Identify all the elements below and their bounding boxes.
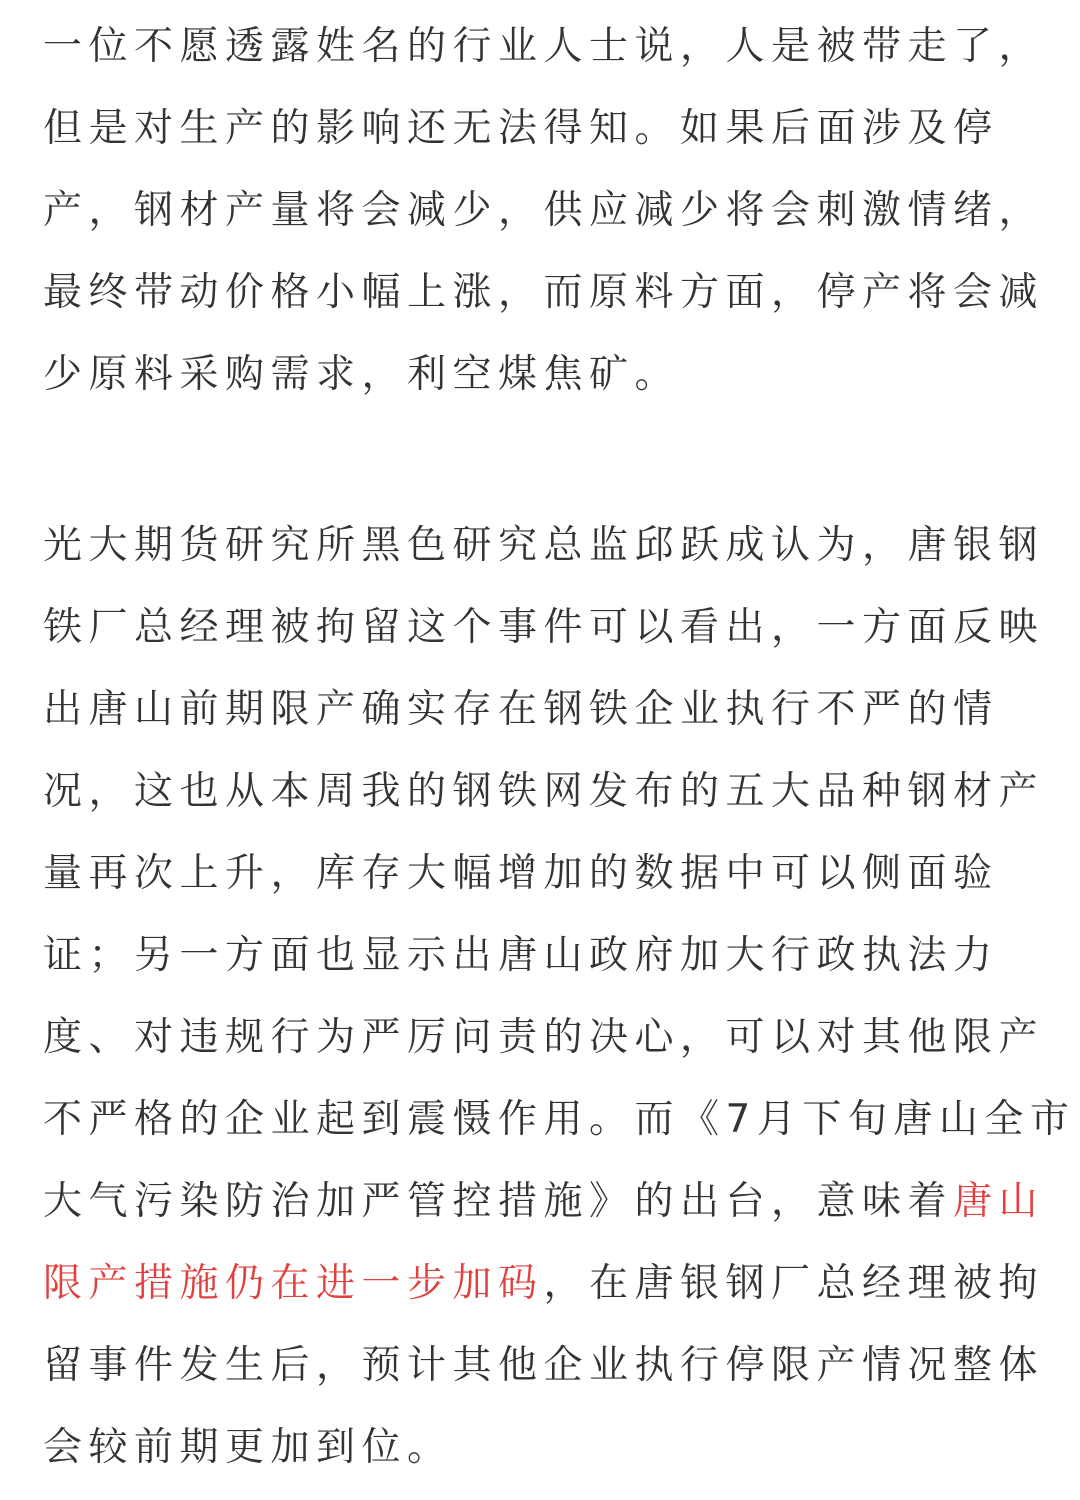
text-line: 一位不愿透露姓名的行业人士说，人是被带走了， xyxy=(43,24,1045,69)
text-line: 况，这也从本周我的钢铁网发布的五大品种钢材产 xyxy=(43,769,1045,814)
text-segment: 大气污染防治加严管控措施》的出台，意味着 xyxy=(43,1179,954,1224)
text-line: 出唐山前期限产确实存在钢铁企业执行不严的情 xyxy=(43,687,999,732)
text-segment: ，在唐银钢厂总经理被拘 xyxy=(543,1261,1045,1306)
text-line: 光大期货研究所黑色研究总监邱跃成认为，唐银钢 xyxy=(43,523,1045,568)
highlighted-text: 限产措施仍在进一步加码 xyxy=(43,1261,544,1306)
text-line: 铁厂总经理被拘留这个事件可以看出，一方面反映 xyxy=(43,605,1045,650)
text-line: 证；另一方面也显示出唐山政府加大行政执法力 xyxy=(43,933,999,978)
text-line xyxy=(43,1243,1075,1325)
text-line: 会较前期更加到位。 xyxy=(43,1425,453,1470)
text-line xyxy=(43,1161,1075,1243)
text-line: 度、对违规行为严厉问责的决心，可以对其他限产 xyxy=(43,1015,1045,1060)
text-line: 留事件发生后，预计其他企业执行停限产情况整体 xyxy=(43,1343,1045,1388)
text-line: 但是对生产的影响还无法得知。如果后面涉及停 xyxy=(43,106,999,151)
paragraph-2 xyxy=(43,505,1075,1489)
paragraph-1 xyxy=(43,6,1044,416)
highlighted-text: 唐山 xyxy=(953,1179,1045,1224)
text-line: 产，钢材产量将会减少，供应减少将会刺激情绪， xyxy=(43,188,1045,233)
text-line: 少原料采购需求，利空煤焦矿。 xyxy=(43,352,681,397)
text-line: 量再次上升，库存大幅增加的数据中可以侧面验 xyxy=(43,851,999,896)
text-line: 最终带动价格小幅上涨，而原料方面，停产将会减 xyxy=(43,270,1045,315)
text-line: 不严格的企业起到震慑作用。而《7月下旬唐山全市 xyxy=(43,1097,1076,1142)
